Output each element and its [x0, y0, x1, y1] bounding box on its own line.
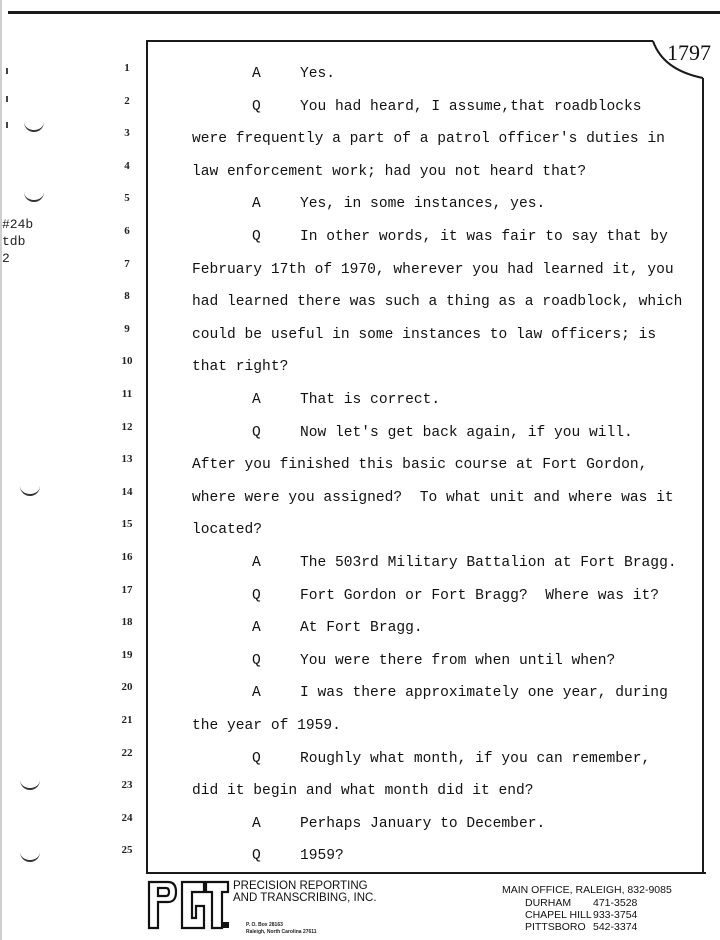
line-number: 25	[121, 844, 133, 857]
transcript-line	[192, 196, 545, 212]
line-text: In other words, it was fair to say that by	[300, 229, 668, 245]
line-text: At Fort Bragg.	[300, 620, 423, 637]
transcript-line	[192, 751, 650, 767]
line-number: 23	[121, 779, 133, 792]
line-number: 11	[121, 388, 133, 400]
line-text: The 503rd Military Battalion at Fort Bragg.	[300, 555, 677, 571]
transcript-line	[192, 425, 633, 441]
company-name-line2: AND TRANSCRIBING, INC.	[233, 892, 377, 904]
punch-tick	[6, 68, 8, 74]
line-text: that right?	[192, 359, 289, 376]
binder-hole	[20, 774, 40, 790]
line-number: 13	[121, 453, 133, 466]
transcript-line	[192, 816, 545, 832]
transcript-line	[192, 685, 668, 701]
binder-hole	[20, 480, 40, 496]
punch-tick	[6, 122, 8, 128]
line-text: That is correct.	[300, 392, 441, 408]
binder-hole	[24, 116, 44, 132]
margin-note-line: #24b	[2, 217, 34, 232]
line-text: Yes.	[300, 66, 336, 82]
line-number: 14	[121, 485, 133, 498]
line-number: 21	[121, 714, 133, 726]
line-number: 12	[121, 420, 133, 433]
office-list	[502, 884, 672, 933]
address-line2: Raleigh, North Carolina 27611	[246, 929, 317, 935]
transcript-line	[192, 588, 659, 604]
line-text: did it begin and what month did it end?	[192, 783, 534, 800]
line-text: had learned there was such a thing as a roadblock, which	[192, 294, 683, 311]
line-number: 6	[124, 225, 130, 237]
punch-tick	[6, 96, 8, 102]
transcript-line	[192, 99, 642, 115]
transcript-line	[192, 131, 665, 147]
line-text: 1959?	[300, 848, 344, 865]
speaker-label: Q	[252, 424, 261, 441]
frame-right-border	[702, 78, 704, 874]
transcript-line	[192, 653, 615, 669]
line-text: law enforcement work; had you not heard that?	[192, 163, 587, 180]
speaker-label: A	[252, 815, 261, 832]
binder-hole	[24, 186, 44, 202]
page-number: 1797	[667, 40, 711, 65]
transcript-line	[192, 262, 674, 278]
line-number: 3	[124, 127, 130, 140]
margin-note-line: 2	[2, 251, 10, 266]
line-text: could be useful in some instances to law officers; is	[192, 326, 657, 343]
speaker-label: Q	[252, 750, 261, 767]
office-phone: 933-3754	[593, 909, 638, 921]
main-office: MAIN OFFICE, RALEIGH, 832-9085	[502, 884, 672, 896]
transcript-line	[192, 555, 677, 571]
transcript-line	[192, 66, 335, 82]
line-text: the year of 1959.	[192, 718, 341, 734]
margin-note-line: tdb	[2, 234, 26, 249]
speaker-label: Q	[252, 848, 261, 865]
speaker-label: A	[252, 196, 261, 213]
speaker-label: Q	[252, 587, 261, 604]
line-text: You had heard, I assume,that roadblocks	[300, 98, 642, 115]
margin-note	[2, 216, 33, 267]
office-row	[502, 909, 672, 921]
line-number: 19	[121, 648, 133, 661]
transcript-line	[192, 718, 341, 734]
line-number: 1	[124, 62, 130, 74]
company-logo	[146, 878, 230, 932]
office-city: DURHAM	[525, 897, 572, 909]
line-number: 22	[121, 746, 133, 759]
speaker-label: A	[252, 392, 261, 408]
company-name-line1: PRECISION REPORTING	[233, 880, 368, 892]
line-number: 17	[121, 583, 133, 596]
transcript-line	[192, 620, 423, 636]
line-number: 4	[124, 159, 130, 172]
transcript-line	[192, 229, 668, 245]
line-number: 16	[121, 551, 133, 563]
line-text: Roughly what month, if you can remember,	[300, 750, 651, 767]
line-text: located?	[192, 522, 263, 539]
speaker-label: Q	[252, 229, 261, 245]
speaker-label: Q	[252, 98, 261, 115]
office-phone: 542-3374	[593, 921, 638, 933]
line-number: 2	[124, 94, 130, 107]
line-text: February 17th of 1970, wherever you had learned it, you	[192, 261, 674, 278]
company-address	[246, 922, 317, 936]
office-city: CHAPEL HILL	[525, 909, 592, 921]
speaker-label: A	[252, 620, 261, 637]
line-text: I was there approximately one year, during	[300, 685, 668, 702]
speaker-label: A	[252, 685, 261, 702]
page-left-edge	[0, 0, 2, 940]
line-text: Perhaps January to December.	[300, 815, 546, 832]
office-row	[502, 897, 672, 909]
line-number: 5	[124, 192, 130, 205]
line-text: Now let's get back again, if you will.	[300, 424, 633, 441]
line-text: Fort Gordon or Fort Bragg? Where was it?	[300, 587, 660, 604]
transcript-line	[192, 490, 674, 506]
binder-hole	[20, 846, 40, 862]
speaker-label: A	[252, 555, 261, 571]
address-line1: P. O. Box 28163	[246, 922, 283, 928]
line-text: Yes, in some instances, yes.	[300, 196, 546, 213]
frame-top-border	[146, 40, 653, 42]
line-number: 24	[121, 811, 133, 824]
transcript-line	[192, 783, 534, 799]
line-number: 8	[124, 290, 130, 303]
transcript-line	[192, 294, 682, 310]
office-city: PITTSBORO	[525, 921, 586, 933]
line-text: After you finished this basic course at Fort Gordon,	[192, 457, 648, 474]
transcript-line	[192, 457, 647, 473]
line-number: 9	[124, 322, 130, 335]
line-number: 20	[121, 681, 133, 694]
speaker-label: A	[252, 66, 261, 82]
office-phone: 471-3528	[593, 897, 638, 909]
line-text: where were you assigned? To what unit and where was it	[192, 489, 674, 506]
transcript-line	[192, 522, 262, 538]
transcript-line	[192, 359, 288, 375]
line-number: 10	[121, 355, 133, 368]
transcript-line	[192, 848, 344, 864]
line-text: You were there from when until when?	[300, 652, 616, 669]
transcript-line	[192, 164, 586, 180]
line-number: 15	[121, 518, 133, 531]
line-text: were frequently a part of a patrol officer's duties in	[192, 131, 665, 148]
line-number: 7	[124, 257, 130, 270]
top-rule	[8, 11, 720, 14]
line-number: 18	[121, 616, 133, 629]
speaker-label: Q	[252, 652, 261, 669]
company-name	[233, 880, 377, 904]
office-row	[502, 921, 672, 933]
transcript-line	[192, 327, 656, 343]
transcript-line	[192, 392, 440, 408]
